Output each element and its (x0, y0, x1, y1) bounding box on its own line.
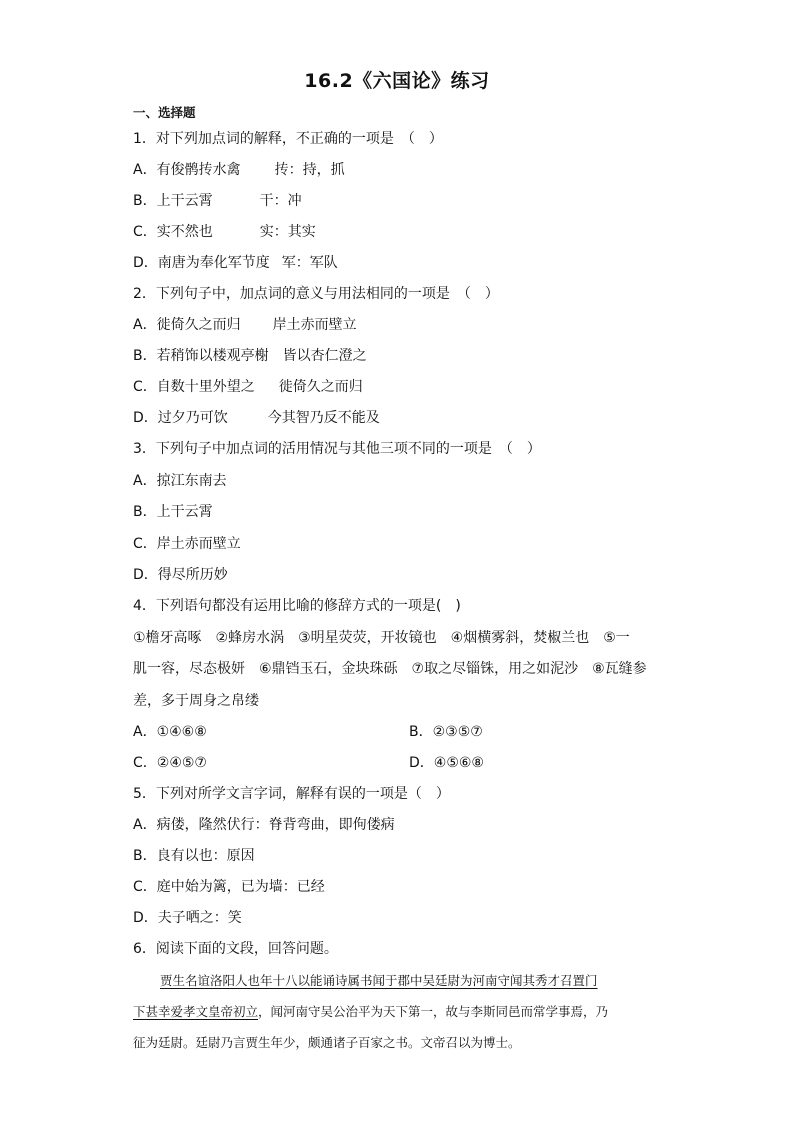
option-text: D．过夕乃可饮 (133, 410, 228, 426)
option-text: A．有俊鹘抟水禽 (133, 162, 241, 178)
question-4-option-b[interactable]: B．②③⑤⑦ (409, 724, 483, 740)
question-4-option-a[interactable]: A．①④⑥⑧ (133, 724, 207, 740)
question-2-option-c[interactable] (133, 378, 363, 396)
question-3-option-a[interactable]: A．掠江东南去 (133, 473, 227, 489)
option-gloss: 抟：持，抓 (274, 162, 345, 178)
question-4-items-line-3: 差，多于周身之帛缕 (133, 693, 259, 709)
question-3-option-b[interactable]: B．上干云霄 (133, 504, 213, 520)
question-3-stem: 3．下列句子中加点词的活用情况与其他三项不同的一项是 （ ） (133, 441, 541, 457)
option-text-2: 今其智乃反不能及 (267, 410, 380, 426)
option-text: C．自数十里外望之 (133, 379, 255, 395)
option-text-2: 皆以杏仁澄之 (282, 348, 367, 364)
question-5-option-b[interactable]: B．良有以也：原因 (133, 848, 255, 864)
option-gloss: 干：冲 (259, 193, 302, 209)
page-title: 16.2《六国论》练习 (304, 70, 490, 92)
option-gloss: 实：其实 (259, 224, 316, 240)
question-2-option-d[interactable] (133, 409, 380, 427)
question-4-items-line-2: 肌一容，尽态极妍 ⑥鼎铛玉石，金块珠砾 ⑦取之尽锱铢，用之如泥沙 ⑧瓦缝参 (133, 661, 647, 677)
passage-underlined-text: 贾生名谊洛阳人也年十八以能诵诗属书闻于郡中吴廷尉为河南守闻其秀才召置门 (160, 973, 598, 988)
question-2-option-b[interactable] (133, 347, 367, 365)
question-4-items-line-1: ①檐牙高啄 ②蜂房水涡 ③明星荧荧，开妆镜也 ④烟横雾斜，焚椒兰也 ⑤一 (133, 630, 630, 646)
option-gloss: 军：军队 (281, 255, 338, 271)
question-1-option-c[interactable] (133, 223, 316, 241)
passage-line-2 (133, 1003, 663, 1021)
passage-text: ，闻河南守吴公治平为天下第一，故与李斯同邑而常学事焉，乃 (258, 1004, 609, 1019)
question-4-option-c[interactable]: C．②④⑤⑦ (133, 755, 207, 771)
question-3-option-c[interactable]: C．岸土赤而壁立 (133, 536, 241, 552)
question-4-stem: 4．下列语句都没有运用比喻的修辞方式的一项是( ) (133, 598, 461, 614)
question-1-option-d[interactable] (133, 254, 338, 272)
passage-line-3: 征为廷尉。廷尉乃言贾生年少，颇通诸子百家之书。文帝召以为博士。 (133, 1035, 521, 1050)
question-2-stem: 2．下列句子中，加点词的意义与用法相同的一项是 （ ） (133, 286, 499, 302)
question-1-option-b[interactable] (133, 192, 302, 210)
question-3-option-d[interactable]: D．得尽所历妙 (133, 567, 228, 583)
passage-line-1 (160, 972, 663, 990)
option-text-2: 岸土赤而壁立 (272, 317, 357, 333)
question-1-stem: 1．对下列加点词的解释，不正确的一项是 （ ） (133, 131, 443, 147)
option-text: D．南唐为奉化军节度 (133, 255, 270, 271)
option-text: B．若稍饰以楼观亭榭 (133, 348, 269, 364)
question-5-option-a[interactable]: A．病偻，隆然伏行：脊背弯曲，即佝偻病 (133, 817, 395, 833)
question-2-option-a[interactable] (133, 316, 357, 334)
option-text: A．徙倚久之而归 (133, 317, 241, 333)
question-5-option-d[interactable]: D．夫子哂之：笑 (133, 910, 242, 926)
question-1-option-a[interactable] (133, 161, 345, 179)
section-heading: 一、选择题 (133, 105, 196, 120)
option-text: B．上干云霄 (133, 193, 213, 209)
question-5-stem: 5．下列对所学文言字词，解释有误的一项是（ ） (133, 786, 450, 802)
question-5-option-c[interactable]: C．庭中始为篱，已为墙：已经 (133, 879, 325, 895)
option-text: C．实不然也 (133, 224, 213, 240)
option-text-2: 徙倚久之而归 (278, 379, 363, 395)
question-4-option-d[interactable]: D．④⑤⑥⑧ (409, 755, 484, 771)
question-6-stem: 6．阅读下面的文段，回答问题。 (133, 941, 338, 957)
passage-underlined-text: 下甚幸爱孝文皇帝初立 (133, 1004, 259, 1019)
